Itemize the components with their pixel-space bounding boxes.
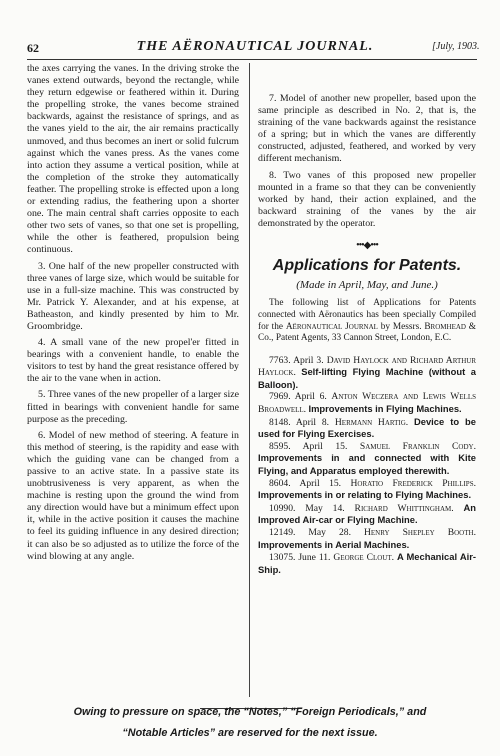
patent-number: 7969. (269, 391, 291, 403)
patent-title: Self-lifting Flying Machine (without a Balloon). (258, 366, 476, 390)
patent-number: 13075. (269, 552, 296, 564)
patent-number: 7763. (269, 354, 291, 366)
space-notice-line-2: “Notable Articles” are reserved for the next issue. (122, 727, 378, 739)
patent-entry (258, 478, 476, 502)
paragraph: the axes carrying the vanes. In the driving stroke the vanes extend outwards, beyond the rectangle, while they return edgewise or feathered within it. During the propelling stroke, the vanes become strained backwards, against the resistance of springs, and as the vanes yield to the air, the air remains practically unmoved, and thus becomes an inert or solid fulcrum against which the vanes press. As the vanes come into action they assume a vertical position, while at the completion of the stroke they automatically feather. The propelling stroke is effected upon a long or extending radius, the feathering upon a shorter one. The main central shaft carries opposite to each other two sets of vanes, so that one set is propelling, while the other is feathered, propulsion being continuous. (27, 63, 239, 256)
patent-inventor: George Clout. (333, 552, 395, 564)
column-divider (249, 63, 250, 697)
patent-title: Improvements in and connected with Kite Flying, and Apparatus employed therewith. (258, 452, 476, 477)
patent-number: 8595. (269, 440, 291, 452)
patent-date: June 11. (298, 552, 331, 564)
paragraph: 6. Model of new method of steering. A feature in this method of steering, is the rapidity and ease with which the guiding vane can be changed from a passive to an active state. In a passive state its unobtrusiveness is very apparent, as when the machine is resting upon the ground the wind from any direction would have but a minimum effect upon it, while in the active position it causes the machine to feel its guiding influence in any desired direction; it can also be so adjusted as to utilize the force of the wind blowing at any angle. (27, 429, 239, 562)
section-heading: Applications for Patents. (272, 257, 462, 275)
patent-date: April 6. (294, 391, 327, 403)
patent-date: April 3. (293, 354, 324, 366)
space-notice-line-1: Owing to pressure on space, the “Notes,” “Foreign Periodicals,” and (73, 706, 427, 718)
patent-number: 8148. (269, 416, 291, 428)
section-subtitle: (Made in April, May, and June.) (296, 279, 438, 292)
patent-title: Device to be used for Flying Exercises. (258, 415, 476, 440)
patent-title: Improvements in Flying Machines. (308, 403, 462, 415)
patent-inventor: Samuel Franklin Cody. (359, 440, 476, 452)
paragraph: 8. Two vanes of this proposed new propeller mounted in a frame so that they can be conveniently worked by hand, their action explained, and the backward straining of the vanes by the air demonstrated by the operator. (258, 169, 476, 229)
right-column (258, 63, 476, 576)
patent-entry (258, 391, 476, 415)
patent-inventor: Horatio Frederick Phillips. (350, 477, 476, 489)
header-rule (27, 59, 477, 60)
patent-title: Improvements in Aerial Machines. (258, 538, 410, 550)
patent-title: A Mechanical Air-Ship. (258, 551, 476, 575)
paragraph: 5. Three vanes of the new propeller of a larger size fitted in bearings with convenient handle for same purpose as the preceding. (27, 389, 239, 425)
patent-entry (258, 355, 476, 392)
page-number: 62 (27, 41, 39, 55)
issue-date: [July, 1903. (432, 41, 480, 52)
patent-entry (258, 441, 476, 478)
patents-intro: The following list of Applications for Patents connected with Aëronautics has been specially Compiled for the Aëronautical Journal by Messrs. Bromhead & Co., Patent Agents, 33 Cannon Street, London, E.C. (258, 298, 476, 344)
patent-inventor: Anton Weczera and Lewis Wells Broadwell. (258, 391, 476, 416)
patent-title: Improvements in or relating to Flying Machines. (258, 489, 472, 501)
journal-title: THE AËRONAUTICAL JOURNAL. (136, 39, 374, 54)
patent-date: May 14. (305, 502, 345, 514)
patent-inventor: David Haylock and Richard Arthur Haylock. (258, 354, 476, 379)
patent-entry (258, 416, 476, 441)
patent-entry (258, 502, 476, 527)
left-column (27, 63, 239, 563)
paragraph: 4. A small vane of the new propel'er fitted in bearings with a convenient handle, to enable the visitors to test by hand the great resistance offered by the air to the vane when in action. (27, 337, 239, 385)
patent-inventor: Henry Shepley Booth. (363, 527, 476, 538)
patent-inventor: Hermann Hartig. (334, 416, 409, 428)
patent-date: April 15. (299, 477, 342, 489)
patent-date: May 28. (308, 527, 351, 538)
patent-entry (258, 551, 476, 576)
patent-inventor: Richard Whittingham. (354, 502, 454, 514)
patent-date: April 8. (295, 416, 330, 428)
paragraph: 7. Model of another new propeller, based upon the same principle as described in No. 2, that is, the straining of the vane backwards against the resistance of a spring; but in which the vanes are differently constructed, adjusted, feathered, and worked by very different mechanism. (258, 93, 476, 165)
patent-number: 8604. (269, 477, 291, 489)
patent-title: An Improved Air-car or Flying Machine. (258, 501, 476, 526)
patent-number: 10990. (269, 502, 296, 514)
paragraph: 3. One half of the new propeller constructed with three vanes of large size, which would be suitable for use in a full-size machine. This was constructed by Mr. Patrick Y. Alexander, and at his expense, at Batheaston, and kindly presented by him to Mr. Groombridge. (27, 260, 239, 332)
patent-entry (258, 527, 476, 551)
patent-list (258, 355, 476, 577)
patent-number: 12149. (269, 527, 296, 538)
patent-date: April 15. (302, 440, 348, 452)
ornament-separator: •••◆••• (356, 240, 378, 252)
